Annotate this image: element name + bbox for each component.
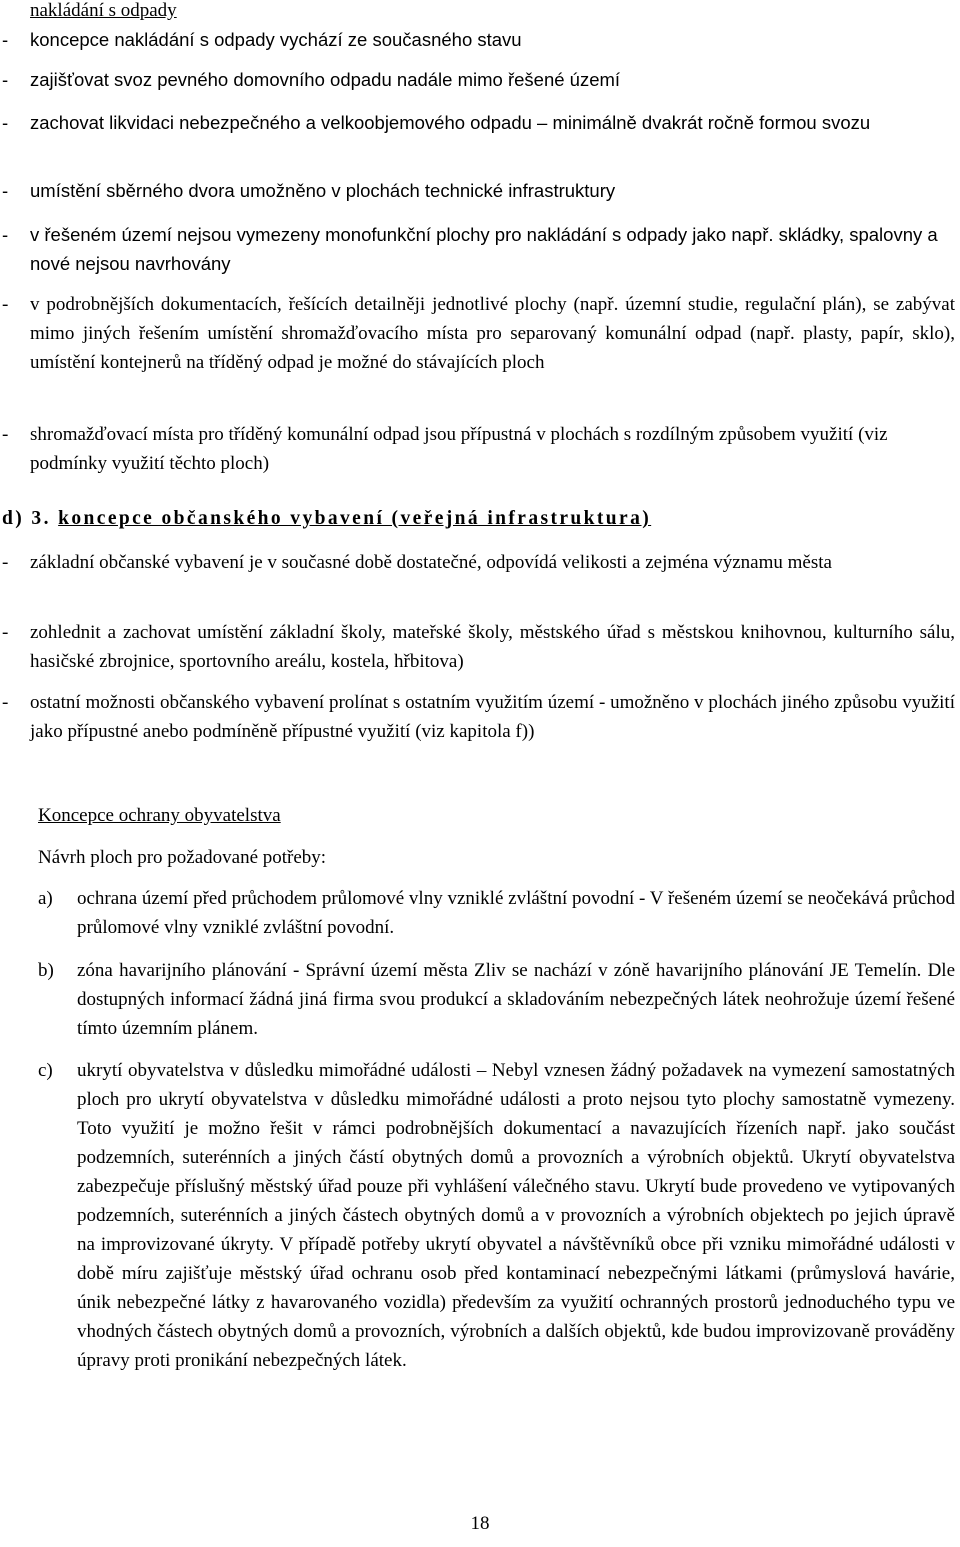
section-heading: koncepce občanského vybavení (veřejná infrastruktura) bbox=[58, 508, 652, 529]
protection-heading: Koncepce ochrany obyvatelstva bbox=[38, 805, 281, 826]
section-title bbox=[2, 505, 651, 533]
protection-item-text: ukrytí obyvatelstva v důsledku mimořádné události – Nebyl vznesen žádný požadavek na vymezení samostatných ploch pro ukrytí obyvatelstva v důsledku mimořádné události a proto nejsou tyto plochy samostatně vymezeny. Toto využití je možno řešit v rámci podrobnějších dokumentací a navazujících řízeních např. jako součást podzemních, suterénních a jiných částí obytných domů a provozních a výrobních objektů. Ukrytí obyvatelstva zabezpečuje příslušný městský úřad pouze při vyhlášení válečného stavu. Ukrytí bude provedeno ve vytipovaných podzemních, suterénních a jiných částech obytných domů a v provozních a výrobních objektech po jejich úpravě na improvizované úkryty. V případě potřeby ukrytí obyvatel a návštěvníků obce při vzniku mimořádné události v době míru zajišťuje městský úřad ochranu osob před kontaminací nebezpečnými látkami (průmyslová havárie, únik nebezpečné látky z havarovaného vozidla) především za využití ochranných prostorů jednoduchého typu ve vhodných částech obytných domů a provozních, výrobních a dalších objektů, kde budou improvizovaně prováděny úpravy proti pronikání nebezpečných látek. bbox=[77, 1060, 955, 1371]
page-number: 18 bbox=[470, 1513, 490, 1534]
protection-intro: Návrh ploch pro požadované potřeby: bbox=[38, 847, 327, 868]
waste-item bbox=[0, 176, 955, 205]
protection-item bbox=[0, 884, 955, 942]
civic-item bbox=[0, 618, 955, 676]
civic-item-text: zohlednit a zachovat umístění základní školy, mateřské školy, městského úřad s městskou knihovnou, kulturního sálu, hasičské zbrojnice, sportovního areálu, kostela, hřbitova) bbox=[30, 622, 955, 672]
protection-item-text: ochrana území před průchodem průlomové vlny vzniklé zvláštní povodní - V řešeném území se neočekává průchod průlomové vlny vzniklé zvláštní povodní. bbox=[77, 888, 955, 938]
protection-item bbox=[0, 1056, 955, 1375]
civic-item bbox=[0, 688, 955, 746]
waste-item bbox=[0, 290, 955, 377]
civic-item bbox=[0, 548, 955, 577]
waste-item-text: koncepce nakládání s odpady vychází ze současného stavu bbox=[30, 29, 522, 50]
bullet-dash: - bbox=[2, 112, 9, 133]
protection-item bbox=[0, 956, 955, 1043]
bullet-dash: - bbox=[2, 552, 9, 573]
waste-item-text: v řešeném území nejsou vymezeny monofunkční plochy pro nakládání s odpady jako např. skládky, spalovny a nové nejsou navrhovány bbox=[30, 224, 938, 274]
waste-item bbox=[0, 65, 955, 94]
bullet-dash: - bbox=[2, 294, 9, 315]
protection-item-text: zóna havarijního plánování - Správní území města Zliv se nachází v zóně havarijního plánování JE Temelín. Dle dostupných informací žádná jiná firma svou produkcí a skladováním nebezpečných látek neohrožuje území řešené tímto územním plánem. bbox=[77, 960, 955, 1039]
waste-item bbox=[0, 220, 955, 278]
waste-item-text: v podrobnějších dokumentacích, řešících detailněji jednotlivé plochy (např. územní studie, regulační plán), se zabývat mimo jiných řešením umístění shromažďovacího místa pro separovaný komunální odpad (např. plasty, papír, sklo), umístění kontejnerů na tříděný odpad je možné do stávajících ploch bbox=[30, 294, 955, 373]
bullet-dash: - bbox=[2, 424, 9, 445]
civic-item-text: ostatní možnosti občanského vybavení prolínat s ostatním využitím území - umožněno v plochách jiného způsobu využití jako přípustné anebo podmíněně přípustné využití (viz kapitola f)) bbox=[30, 692, 955, 742]
waste-item bbox=[0, 420, 955, 478]
bullet-dash: - bbox=[2, 692, 9, 713]
waste-item-text: zajišťovat svoz pevného domovního odpadu nadále mimo řešené území bbox=[30, 69, 621, 90]
waste-item-text: umístění sběrného dvora umožněno v plochách technické infrastruktury bbox=[30, 180, 616, 201]
waste-item bbox=[0, 108, 955, 137]
item-letter: c) bbox=[38, 1060, 53, 1081]
waste-item bbox=[0, 25, 955, 54]
bullet-dash: - bbox=[2, 180, 9, 201]
bullet-dash: - bbox=[2, 622, 9, 643]
waste-item-text: zachovat likvidaci nebezpečného a velkoobjemového odpadu – minimálně dvakrát ročně formou svozu bbox=[30, 112, 871, 133]
item-letter: a) bbox=[38, 888, 53, 909]
bullet-dash: - bbox=[2, 224, 9, 245]
civic-item-text: základní občanské vybavení je v současné době dostatečné, odpovídá velikosti a zejména významu města bbox=[30, 552, 832, 573]
item-letter: b) bbox=[38, 960, 54, 981]
waste-heading: nakládání s odpady bbox=[30, 0, 177, 21]
waste-item-text: shromažďovací místa pro tříděný komunální odpad jsou přípustná v plochách s rozdílným způsobem využití (viz podmínky využití těchto ploch) bbox=[30, 424, 888, 474]
bullet-dash: - bbox=[2, 69, 9, 90]
section-label: d) 3. bbox=[2, 508, 51, 529]
bullet-dash: - bbox=[2, 29, 9, 50]
